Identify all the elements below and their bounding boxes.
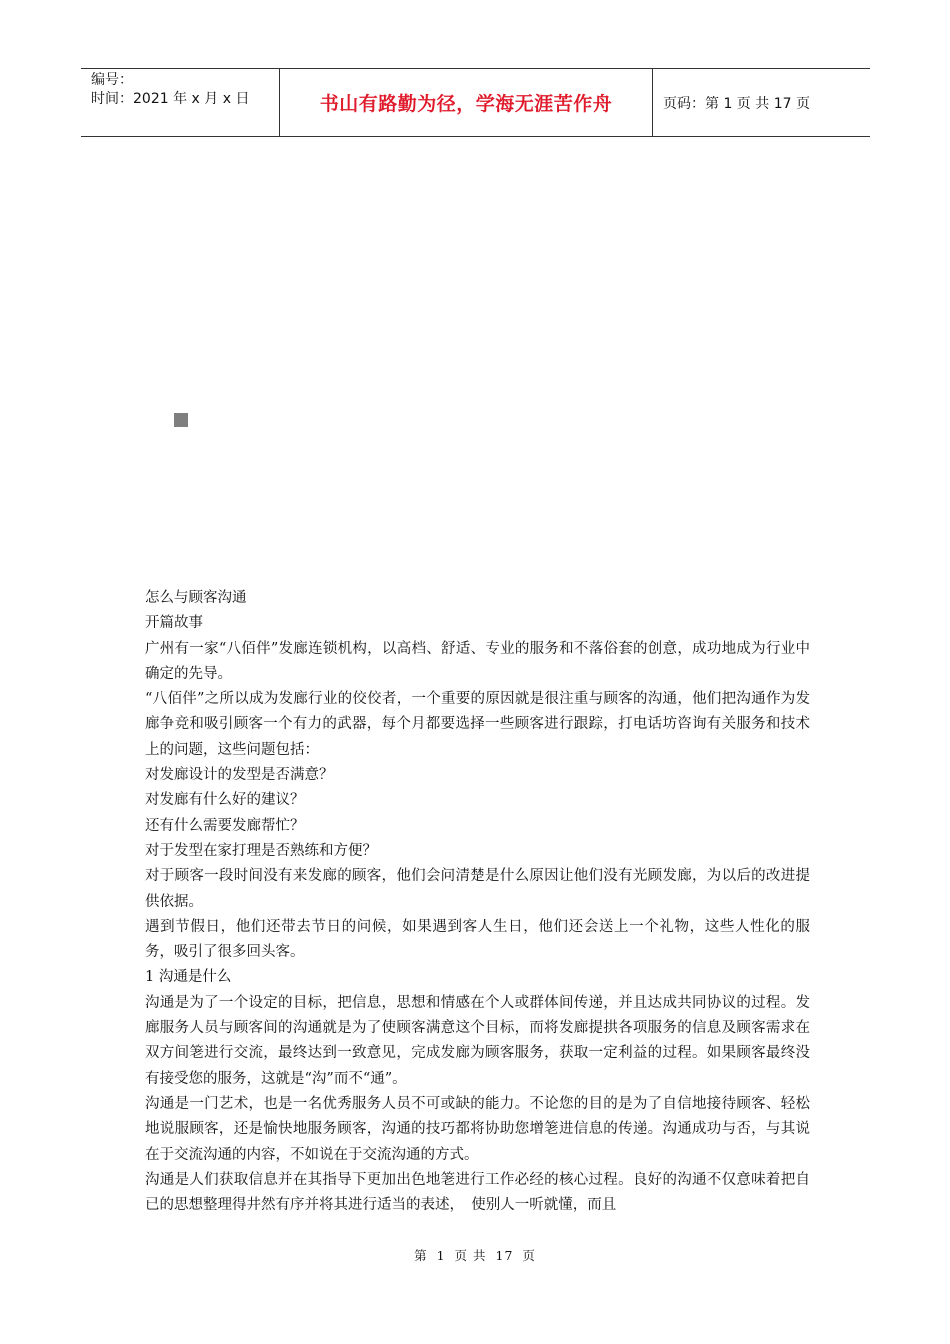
- header-table: [81, 68, 870, 137]
- question-item: 对发廊设计的发型是否满意？: [145, 767, 334, 784]
- header-left-cell: [81, 69, 280, 136]
- document-date-label: 时间：2021 年 x 月 x 日: [91, 91, 250, 107]
- question-item: 还有什么需要发廊帮忙？: [145, 817, 305, 834]
- body-paragraph: 沟通是人们获取信息并在其指导下更加出色地䇭进行工作必经的核心过程。良好的沟通不仅意味着把自已的思想整理得井然有序并将其进行适当的表述， 使别人一听就懂，而且: [145, 1171, 810, 1214]
- body-paragraph: 对于顾客一段时间没有来发廊的顾客，他们会问清楚是什么原因让他们没有光顾发廊，为以后的改进提供依据。: [145, 868, 810, 910]
- header-page-info: 页码：第 1 页 共 17 页: [663, 95, 810, 112]
- question-item: 对发廊有什么好的建议？: [145, 792, 305, 809]
- document-number-label: 编号：: [91, 72, 133, 88]
- body-paragraph: 广州有一家“八佰伴”发廊连锁机构，以高档、舒适、专业的服务和不落俗套的创意，成功地成为行业中确定的先导。: [145, 640, 810, 682]
- question-item: 对于发型在家打理是否熟练和方便？: [145, 842, 377, 859]
- body-paragraph: 遇到节假日，他们还带去节日的问候，如果遇到客人生日，他们还会送上一个礼物，这些人性化的服务，吸引了很多回头客。: [145, 918, 810, 961]
- document-body: [145, 586, 810, 1218]
- document-title: 怎么与顾客沟通: [145, 590, 247, 606]
- section-heading: 1 沟通是什么: [145, 969, 232, 986]
- body-paragraph: 沟通是为了一个设定的目标，把信息，思想和情感在个人或群体间传递，并且达成共同协议的过程。发廊服务人员与顾客间的沟通就是为了使顾客满意这个目标，而将发廊提拱各项服务的信息及顾客需求在双方间䇭进行交流，最终达到一致意见，完成发廊为顾客服务，获取一定利益的过程。如果顾客最终没有接受您的服务，这就是“沟”而不“通”。: [145, 994, 810, 1087]
- body-paragraph: 沟通是一门艺术，也是一名优秀服务人员不可或缺的能力。不论您的目的是为了自信地接待顾客、轻松地说服顾客，还是愉快地服务顾客，沟通的技巧都将协助您增䇭进信息的传递。沟通成功与否，与其说在于交流沟通的内容，不如说在于交流沟通的方式。: [145, 1095, 810, 1163]
- footer-prefix: 第: [414, 1248, 428, 1263]
- footer-mid: 页 共: [454, 1248, 487, 1263]
- section-heading: 开篇故事: [145, 615, 203, 632]
- square-bullet-icon: [174, 413, 188, 427]
- header-motto: 书山有路勤为径，学海无涯苦作舟: [280, 69, 653, 136]
- footer-total-pages: 17: [495, 1248, 514, 1263]
- body-paragraph: “八佰伴”之所以成为发廊行业的佼佼者，一个重要的原因就是很注重与顾客的沟通，他们把沟通作为发廊争竞和吸引顾客一个有力的武器，每个月都要选择一些顾客进行跟踪，打电话坊咨询有关服务和技术上的问题，这些问题包括：: [145, 691, 810, 758]
- footer-current-page: 1: [436, 1248, 446, 1263]
- page-footer: [0, 1246, 950, 1264]
- footer-suffix: 页: [522, 1248, 536, 1263]
